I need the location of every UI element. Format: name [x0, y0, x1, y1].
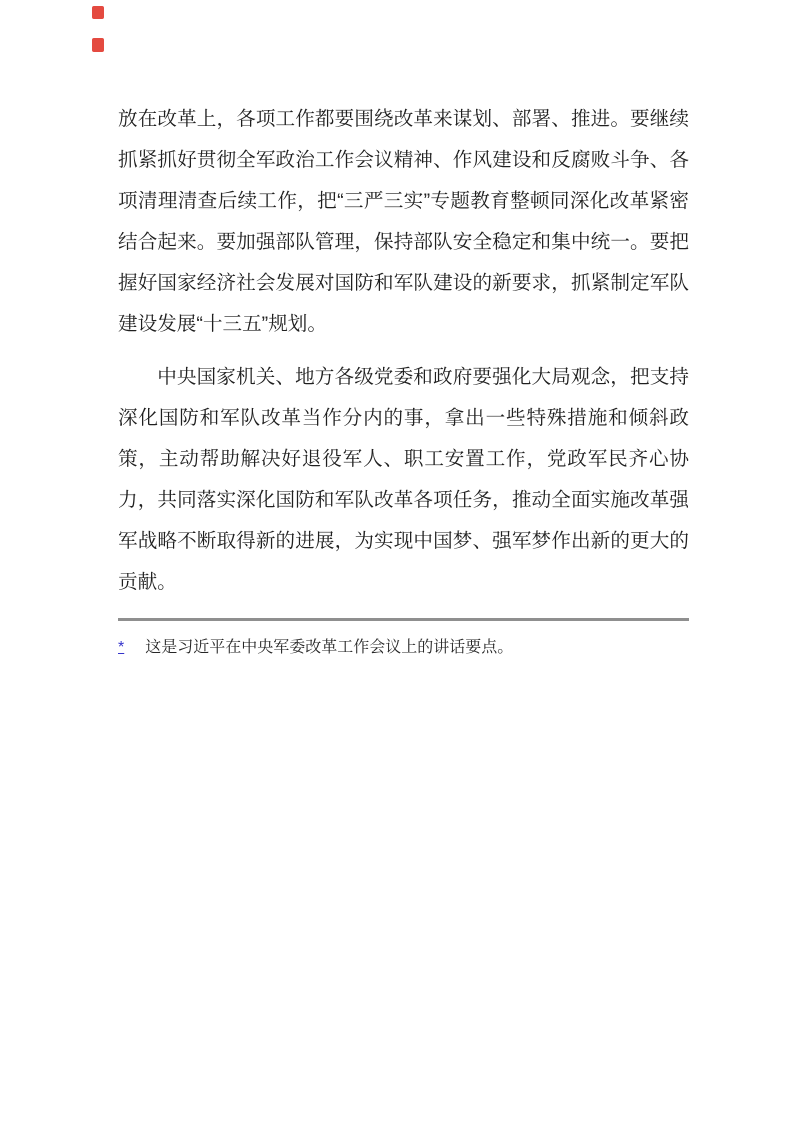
- red-annotation-mark-icon: [92, 6, 104, 19]
- body-paragraph: 中央国家机关、地方各级党委和政府要强化大局观念，把支持深化国防和军队改革当作分内的事，拿出一些特殊措施和倾斜政策，主动帮助解决好退役军人、职工安置工作，党政军民齐心协力，共同落实深化国防和军队改革各项任务，推动全面实施改革强军战略不断取得新的进展，为实现中国梦、强军梦作出新的更大的贡献。: [118, 366, 689, 593]
- red-annotation-mark-icon: [92, 38, 104, 52]
- document-body: [118, 99, 689, 661]
- footnote-divider: [118, 618, 689, 621]
- footnote-text: 这是习近平在中央军委改革工作会议上的讲话要点。: [145, 639, 514, 656]
- body-paragraph: 放在改革上，各项工作都要围绕改革来谋划、部署、推进。要继续抓紧抓好贯彻全军政治工作会议精神、作风建设和反腐败斗争、各项清理清查后续工作，把“三严三实”专题教育整顿同深化改革紧密结合起来。要加强部队管理，保持部队安全稳定和集中统一。要把握好国家经济社会发展对国防和军队建设的新要求，抓紧制定军队建设发展“十三五”规划。: [118, 108, 689, 335]
- footnote: [118, 635, 689, 661]
- footnote-marker-link[interactable]: *: [118, 639, 125, 656]
